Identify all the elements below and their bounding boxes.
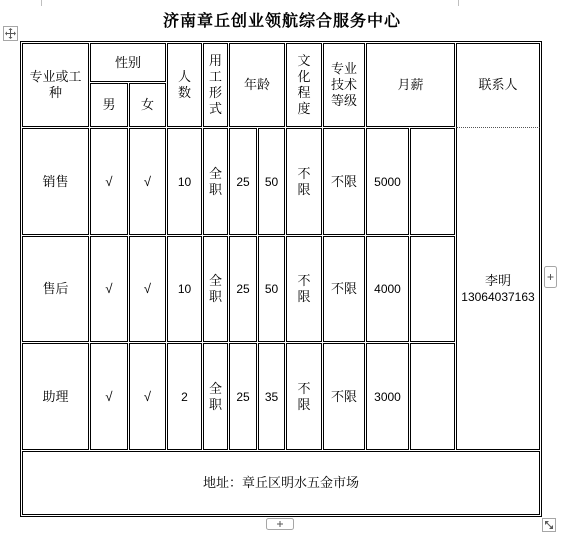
cell-r2-headcount[interactable]: [167, 236, 202, 342]
salary-text: 5000: [374, 174, 401, 189]
header-salary[interactable]: [366, 43, 455, 127]
cell-r2-male[interactable]: [90, 236, 128, 342]
employment-type-text: 全职: [208, 165, 222, 197]
header-education-label: 文化程度: [297, 53, 311, 116]
add-row-button[interactable]: [266, 518, 294, 530]
header-employment-type-label: 用工形式: [208, 53, 222, 116]
header-skill-level-label: 专业技术等级: [330, 61, 357, 108]
cell-r3-education[interactable]: [286, 343, 322, 450]
headcount-text: 10: [177, 282, 192, 296]
cell-r2-salary-extra[interactable]: [410, 236, 455, 342]
contact-block: [461, 273, 534, 305]
salary-text: 4000: [374, 282, 401, 296]
cell-r1-salary-extra[interactable]: [410, 128, 455, 235]
checkmark-female: √: [143, 173, 152, 189]
header-headcount-label: 人数: [177, 69, 191, 100]
margin-mark: [41, 0, 42, 6]
employment-type-text: 全职: [208, 380, 222, 412]
header-gender-label: 性别: [114, 54, 141, 70]
header-contact-label: 联系人: [478, 76, 518, 92]
header-male-label: 男: [102, 97, 116, 112]
cell-r3-salary[interactable]: [366, 343, 409, 450]
cell-r1-female[interactable]: [129, 128, 166, 235]
age-from-text: 25: [236, 282, 250, 296]
header-gender[interactable]: [90, 43, 166, 82]
contact-name: 李明: [484, 272, 511, 288]
salary-text: 3000: [374, 389, 401, 404]
cell-contact[interactable]: [456, 128, 540, 450]
cell-r1-age-from[interactable]: [229, 128, 257, 235]
cell-address[interactable]: [22, 451, 540, 515]
cell-r3-age-to[interactable]: [258, 343, 285, 450]
header-headcount[interactable]: [167, 43, 202, 127]
header-skill-level[interactable]: [323, 43, 365, 127]
job-table: [20, 41, 542, 517]
margin-mark: [458, 0, 459, 6]
cell-r3-headcount[interactable]: [167, 343, 202, 450]
employment-type-text: 全职: [208, 273, 222, 304]
age-from-text: 25: [236, 174, 250, 189]
cell-r2-skill-level[interactable]: [323, 236, 365, 342]
cell-r3-male[interactable]: [90, 343, 128, 450]
cell-r1-skill-level[interactable]: [323, 128, 365, 235]
plus-icon: [266, 518, 294, 530]
age-to-text: 50: [264, 174, 279, 189]
education-text: 不限: [297, 165, 311, 197]
checkmark-female: √: [143, 388, 152, 404]
job-type-text: 助理: [42, 388, 69, 404]
cell-r2-age-to[interactable]: [258, 236, 285, 342]
header-female[interactable]: [129, 83, 166, 127]
header-age-label: 年龄: [243, 77, 270, 92]
table-resize-handle-icon[interactable]: [542, 518, 556, 532]
job-type-text: 销售: [42, 173, 69, 189]
cell-r1-salary[interactable]: [366, 128, 409, 235]
education-text: 不限: [297, 273, 311, 304]
header-education[interactable]: [286, 43, 322, 127]
job-type-text: 售后: [42, 281, 69, 296]
skill-level-text: 不限: [330, 281, 357, 296]
cell-r2-salary[interactable]: [366, 236, 409, 342]
checkmark-male: √: [105, 173, 113, 189]
age-to-text: 35: [264, 389, 279, 404]
contact-phone: 13064037163: [461, 289, 535, 304]
cell-r3-job-type[interactable]: [22, 343, 89, 450]
education-text: 不限: [297, 380, 311, 412]
headcount-text: 2: [181, 389, 188, 404]
headcount-text: 10: [177, 174, 192, 189]
cell-r1-age-to[interactable]: [258, 128, 285, 235]
cell-r2-age-from[interactable]: [229, 236, 257, 342]
header-job-type[interactable]: [22, 43, 89, 127]
cell-r3-female[interactable]: [129, 343, 166, 450]
header-female-label: 女: [140, 97, 154, 112]
address-text: 地址：章丘区明水五金市场: [202, 475, 359, 490]
age-to-text: 50: [264, 282, 279, 296]
age-from-text: 25: [236, 389, 250, 404]
add-column-button[interactable]: [544, 266, 557, 288]
header-age[interactable]: [229, 43, 285, 127]
header-salary-label: 月薪: [397, 77, 424, 92]
skill-level-text: 不限: [330, 388, 357, 404]
cell-r3-salary-extra[interactable]: [410, 343, 455, 450]
plus-icon: [544, 266, 557, 288]
cell-r1-employment-type[interactable]: [203, 128, 228, 235]
cell-r1-education[interactable]: [286, 128, 322, 235]
cell-r3-employment-type[interactable]: [203, 343, 228, 450]
cell-r2-employment-type[interactable]: [203, 236, 228, 342]
cell-r2-female[interactable]: [129, 236, 166, 342]
header-male[interactable]: [90, 83, 128, 127]
cell-r1-male[interactable]: [90, 128, 128, 235]
checkmark-male: √: [105, 388, 113, 404]
cell-r1-headcount[interactable]: [167, 128, 202, 235]
table-move-handle-icon[interactable]: [3, 26, 18, 41]
header-job-type-label: 专业或工种: [29, 69, 82, 100]
document-title: 济南章丘创业领航综合服务中心: [162, 13, 401, 30]
skill-level-text: 不限: [330, 173, 357, 189]
checkmark-female: √: [143, 281, 152, 296]
cell-r1-job-type[interactable]: [22, 128, 89, 235]
cell-r2-education[interactable]: [286, 236, 322, 342]
cell-r2-job-type[interactable]: [22, 236, 89, 342]
header-contact[interactable]: [456, 43, 540, 128]
header-employment-type[interactable]: [203, 43, 228, 127]
checkmark-male: √: [105, 281, 113, 296]
cell-r3-age-from[interactable]: [229, 343, 257, 450]
cell-r3-skill-level[interactable]: [323, 343, 365, 450]
